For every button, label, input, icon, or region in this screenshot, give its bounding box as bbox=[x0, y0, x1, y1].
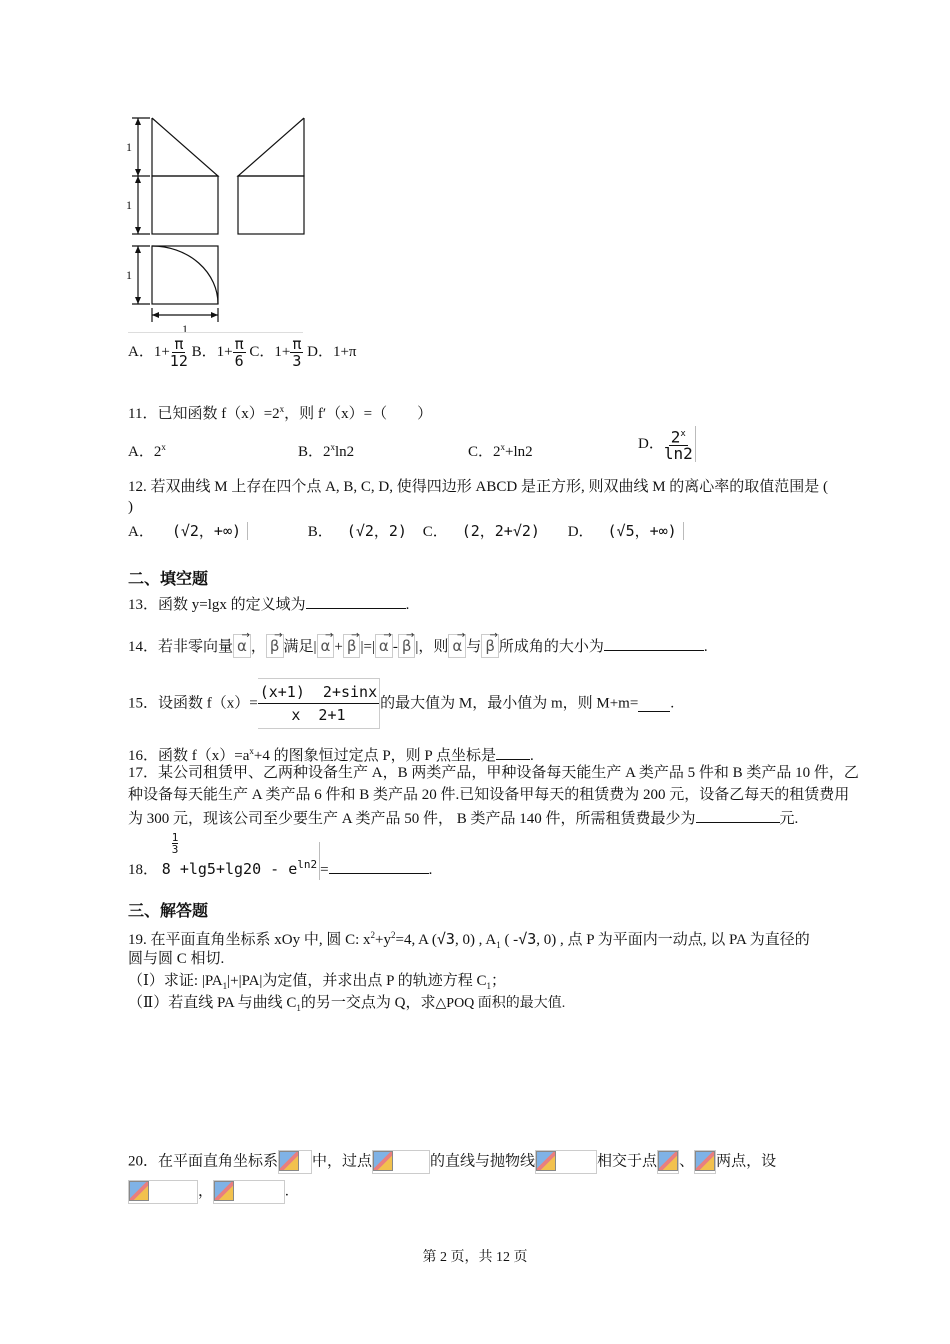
q17-line-1: 17．某公司租赁甲、乙两种设备生产 A，B 两类产品，甲种设备每天能生产 A 类产品 5 件和 B 类产品 10 件，乙 bbox=[128, 765, 859, 781]
q15-answer-blank bbox=[638, 695, 670, 712]
q19-part-1: （Ⅰ）求证: $|PA_1|+|PA|$为定值，并求出点 P 的轨迹方程 $C_1$； bbox=[128, 973, 506, 991]
q18-answer-blank bbox=[329, 857, 429, 874]
q12-c-value: (2，2+√2) bbox=[461, 522, 540, 540]
q16: 16．函数 $f(x)=a^x+4$ 的图象恒过定点 P，则 P 点坐标是 . bbox=[128, 740, 534, 767]
front-view-triangle bbox=[152, 118, 218, 176]
q20-line-2: ， . bbox=[128, 1180, 289, 1204]
q19-line-2: 圆与圆 C 相切. bbox=[128, 951, 225, 967]
q20-image-placeholder-1 bbox=[278, 1150, 312, 1174]
dim-label-1: 1 bbox=[126, 140, 132, 154]
q12-a-value: (√2，+∞) bbox=[172, 522, 248, 540]
q20-image-placeholder-4 bbox=[657, 1150, 679, 1174]
vector-alpha: → α bbox=[233, 634, 251, 658]
front-view-rect bbox=[152, 176, 218, 234]
q20-image-placeholder-7 bbox=[213, 1180, 285, 1204]
q10-a-fraction: $\frac{\pi}{12}$ bbox=[169, 335, 188, 370]
q17-line-3: 为 300 元，现该公司至少要生产 A 类产品 50 件， B 类产品 140 件，所需租赁费最少为 元. bbox=[128, 806, 798, 830]
dim-label-4: 1 bbox=[182, 322, 188, 335]
q13: 13．函数 y=lgx 的定义域为 . bbox=[128, 592, 409, 616]
q12-options: A． (√2，+∞) B． (√2，2) C． (2，2+√2) D． (√5，+∞) bbox=[128, 520, 684, 543]
q18-expression: 1 3 $8 +\lg 5+\lg 20 - e^{ln2}$ bbox=[162, 842, 320, 880]
side-view-triangle bbox=[238, 118, 304, 176]
q20-line-1: 20．在平面直角坐标系 中，过点 的直线与抛物线 相交于点 、 两点，设 bbox=[128, 1150, 776, 1174]
q12-b-value: (√2，2) bbox=[346, 522, 407, 540]
q11-option-b: B．2$^x$ln2 bbox=[298, 442, 355, 460]
q17-answer-blank bbox=[696, 806, 780, 823]
q19-part-2: （Ⅱ）若直线 PA 与曲线 $C_1$的另一交点为 Q，求△POQ 面积的最大值. bbox=[128, 995, 566, 1013]
q16-answer-blank bbox=[496, 743, 530, 760]
top-view-rect bbox=[152, 246, 218, 304]
section-3-heading: 三、解答题 bbox=[128, 901, 209, 920]
q11-stem: 11．已知函数 $f(x)=2^x$，则 f′（x）=（ ） bbox=[128, 404, 433, 422]
q17-line-2: 种设备每天能生产 A 类产品 6 件和 B 类产品 20 件.已知设备甲每天的租赁费为 200 元，设备乙每天的租赁费用 bbox=[128, 787, 850, 803]
q20-image-placeholder-6 bbox=[128, 1180, 198, 1204]
dim-label-3: 1 bbox=[126, 268, 132, 282]
q15-fraction: $\frac{(x+1) 2+\sin x}{x 2+1}$ bbox=[258, 678, 380, 729]
q11-option-a: A．2$^x$ bbox=[128, 442, 166, 460]
figure-baseline bbox=[128, 332, 303, 333]
q10-c-fraction: $\frac{\pi}{3}$ bbox=[292, 335, 302, 370]
q10-b-fraction: $\frac{\pi}{6}$ bbox=[234, 335, 244, 370]
q20-image-placeholder-2 bbox=[372, 1150, 430, 1174]
q20-image-placeholder-5 bbox=[694, 1150, 716, 1174]
q13-answer-blank bbox=[306, 592, 406, 609]
vector-beta: → β bbox=[266, 634, 284, 658]
q20-image-placeholder-3 bbox=[535, 1150, 597, 1174]
page-footer: 第 2 页，共 12 页 bbox=[422, 1250, 528, 1265]
q12-stem: 12. 若双曲线 M 上存在四个点 A, B, C, D, 使得四边形 ABCD 是正方形, 则双曲线 M 的离心率的取值范围是 ( bbox=[128, 479, 829, 495]
q11-option-d: D． $\frac{2^x}{\ln 2}$ bbox=[638, 426, 696, 462]
q14-answer-blank bbox=[604, 634, 704, 651]
q15: 15．设函数 f（x）= $\frac{(x+1) 2+\sin x}{x 2+1}$ 的最大值为 M，最小值为 m，则 M+m= . bbox=[128, 678, 674, 729]
q11-option-c: C．$2^x+\ln 2$ bbox=[468, 442, 533, 460]
q10-options: A．1+ $\frac{\pi}{12}$ B．1+ $\frac{\pi}{6}$ C．1+ $\frac{\pi}{3}$ D．1+π bbox=[128, 335, 357, 370]
q19-line-1: 19. 在平面直角坐标系 xOy 中, 圆 C: $x^2+y^2=4$, A (√3, 0) , $A_1$ ( -√3, 0) , 点 P 为平面内一动点, 以 PA 为直径的 bbox=[128, 930, 810, 950]
dim-label-2: 1 bbox=[126, 198, 132, 212]
q12-stem-end: ) bbox=[128, 499, 133, 515]
q14: 14．若非零向量→ α ，→ β 满足|→ α +→ β |=|→ α -→ β |，则→ α 与→ β 所成角的大小为 . bbox=[128, 634, 708, 658]
three-view-figure bbox=[124, 110, 314, 335]
q12-d-value: (√5，+∞) bbox=[608, 522, 684, 540]
side-view-rect bbox=[238, 176, 304, 234]
q18: 18． 1 3 $8 +\lg 5+\lg 20 - e^{ln2}$ = . bbox=[128, 831, 433, 878]
top-view-arc bbox=[152, 246, 218, 304]
section-2-heading: 二、填空题 bbox=[128, 569, 209, 588]
